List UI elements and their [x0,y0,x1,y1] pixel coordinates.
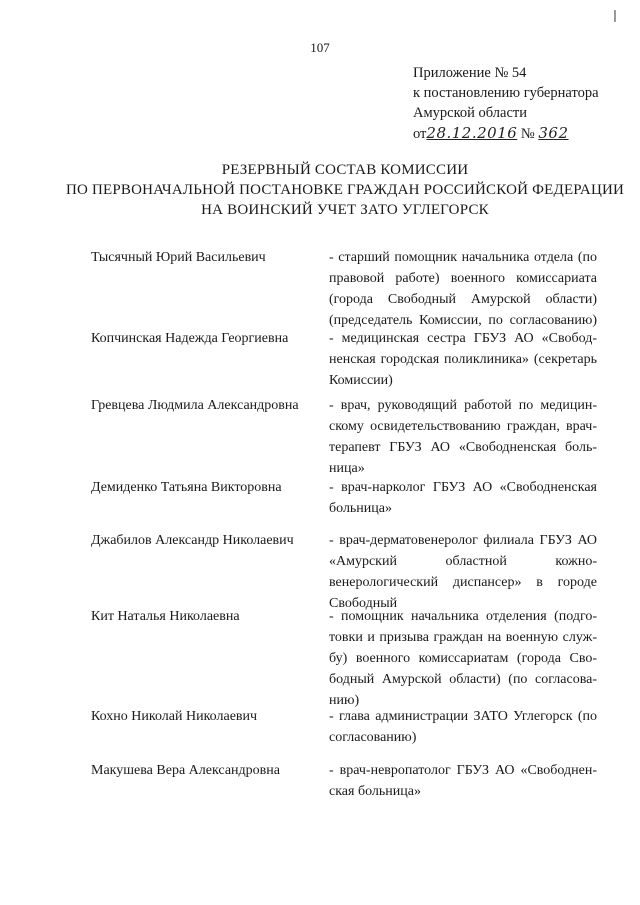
role-line: терапевт ГБУЗ АО «Свободненская боль- [329,440,597,455]
title-line-2: ПО ПЕРВОНАЧАЛЬНОЙ ПОСТАНОВКЕ ГРАЖДАН РОССИЙСКОЙ ФЕДЕРАЦИИ [65,182,625,198]
member-role [329,760,597,802]
role-line: согласованию) [329,730,417,745]
role-line: Свободный [329,596,398,611]
member-name: Джабилов Александр Николаевич [91,533,294,548]
title-line-3: НА ВОИНСКИЙ УЧЕТ ЗАТО УГЛЕГОРСК [201,202,489,218]
role-line: ненская городская поликлиника» (секретарь [329,352,597,367]
title-line-1: РЕЗЕРВНЫЙ СОСТАВ КОМИССИИ [221,162,469,178]
appendix-line-2: к постановлению губернатора [413,85,599,101]
role-line: Комиссии) [329,373,393,388]
document-title [60,160,630,220]
member-role [329,477,597,519]
member-role [329,247,597,331]
page-number: 107 [310,40,330,55]
member-name: Демиденко Татьяна Викторовна [91,480,282,495]
role-line: - медицинская сестра ГБУЗ АО «Свобод- [329,331,597,346]
member-name: Тысячный Юрий Васильевич [91,250,266,265]
role-line: ская больница» [329,784,421,799]
role-line: (города Свободный Амурской области) [329,292,597,307]
member-role [329,328,597,391]
role-line: бодный Амурской области) (по согласова- [329,672,597,687]
role-line: - врач-нарколог ГБУЗ АО «Свободненская [329,480,597,495]
role-line: венерологический диспансер» в городе [329,575,597,590]
member-role [329,706,597,748]
role-line: правовой работе) военного комиссариата [329,271,597,286]
role-line: - врач-невропатолог ГБУЗ АО «Свободнен- [329,763,597,778]
role-line: «Амурский областной кожно- [329,554,597,569]
role-line: товки и призыва граждан на военную служ- [329,630,597,645]
date-prefix: от [413,126,427,142]
appendix-block [413,63,599,144]
handwritten-number: 362 [538,124,569,142]
member-role [329,395,597,479]
member-name: Макушева Вера Александровна [91,763,280,778]
role-line: ница» [329,461,365,476]
role-line: бу) военного комиссариатам (города Сво- [329,651,597,666]
member-role [329,530,597,614]
appendix-line-3: Амурской области [413,105,527,121]
member-role [329,606,597,711]
role-line: - глава администрации ЗАТО Углегорск (по [329,709,597,724]
member-name: Копчинская Надежда Георгиевна [91,331,289,346]
role-line: - помощник начальника отделения (подго- [329,609,597,624]
member-name: Кохно Николай Николаевич [91,709,258,724]
role-line: - врач, руководящий работой по медицин- [329,398,597,413]
scan-mark [614,10,616,22]
appendix-date-line [413,123,599,144]
role-line: - старший помощник начальника отдела (по [329,250,597,265]
member-name: Кит Наталья Николаевна [91,609,240,624]
role-line: (председатель Комиссии, по согласованию) [329,313,597,328]
role-line: - врач-дерматовенеролог филиала ГБУЗ АО [329,533,597,548]
role-line: больница» [329,501,392,516]
handwritten-date: 28.12.2016 [426,124,518,142]
number-prefix: № [520,126,535,142]
role-line: нию) [329,693,360,708]
member-name: Гревцева Людмила Александровна [91,398,299,413]
appendix-line-1: Приложение № 54 [413,65,527,81]
role-line: скому освидетельствованию граждан, врач- [329,419,597,434]
